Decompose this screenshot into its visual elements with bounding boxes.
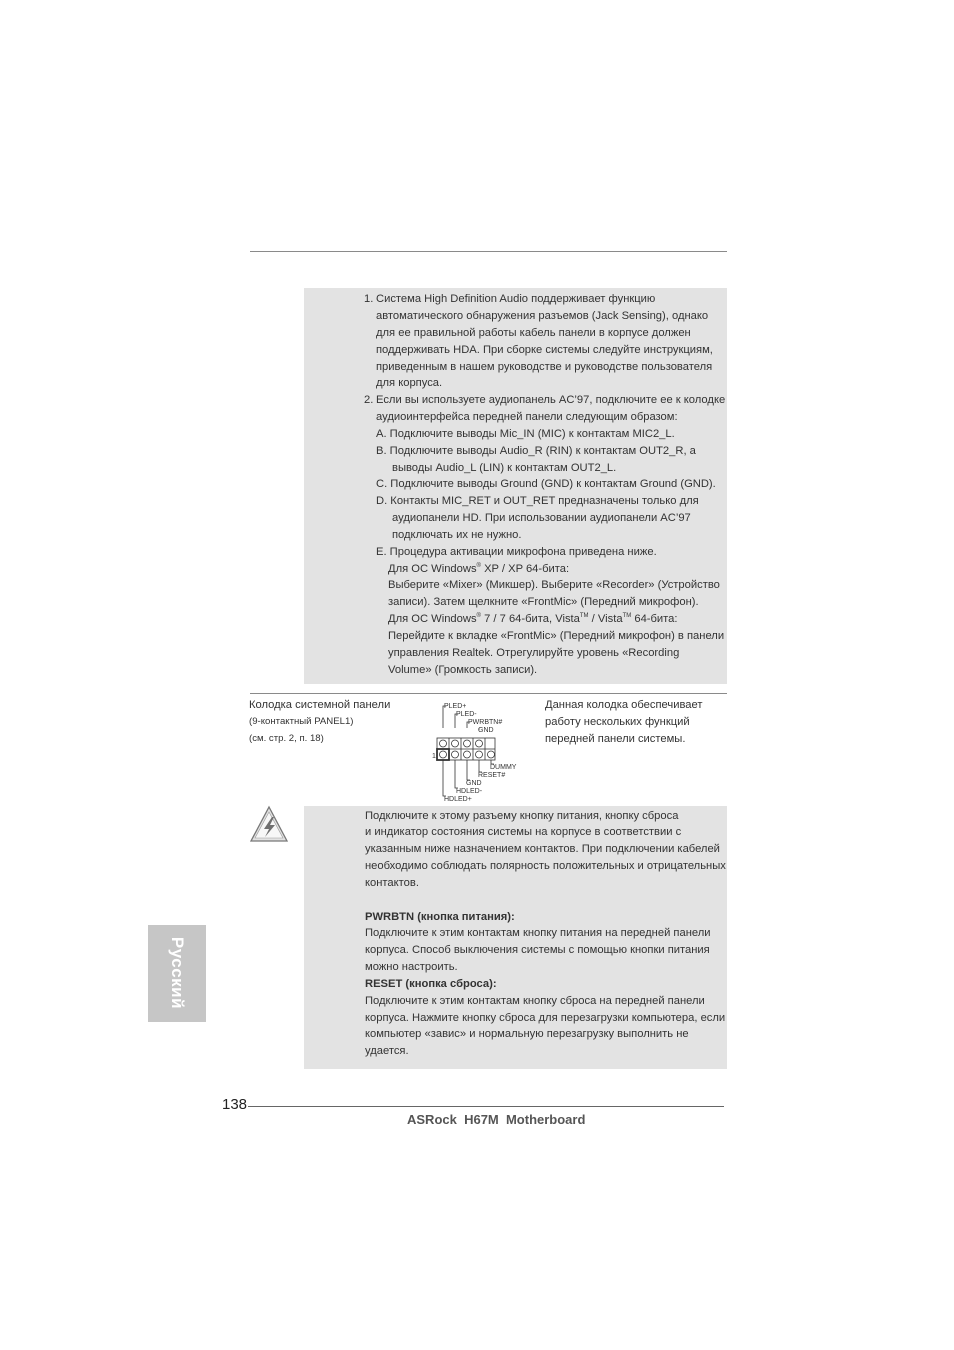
- note-2-sub-b: B. Подключите выводы Audio_R (RIN) к контактам OUT2_R, а: [376, 445, 696, 457]
- pin-label-reset: RESET#: [478, 772, 506, 779]
- reset-line: компьютер «завис» и нормальную перезагрузку выполнить не: [365, 1028, 689, 1040]
- panel-header-subtitle: (9-контактный PANEL1): [249, 716, 354, 727]
- pin-label-gnd-top: GND: [478, 727, 494, 734]
- pin-label-pwrbtn: PWRBTN#: [468, 719, 503, 726]
- warning-intro-line: указанным ниже назначением контактов. При подключении кабелей: [365, 843, 720, 855]
- note-1-line: для корпуса.: [376, 377, 443, 389]
- warning-icon: [249, 804, 289, 844]
- reset-line: Подключите к этим контактам кнопку сброса на передней панели: [365, 995, 705, 1007]
- windows-7-line: Перейдите к вкладке «FrontMic» (Передний микрофон) в панели: [388, 630, 725, 642]
- panel-header-description: работу нескольких функций: [545, 716, 690, 728]
- pwrbtn-line: Подключите к этим контактам кнопку питания на передней панели: [365, 927, 711, 939]
- note-2-sub-d: подключать их не нужно.: [392, 529, 522, 541]
- windows-7-line: управления Realtek. Отрегулируйте уровень «Recording: [388, 647, 680, 659]
- note-2-sub-a: A. Подключите выводы Mic_IN (MIC) к контактам MIC2_L.: [376, 428, 675, 440]
- reset-line: корпуса. Нажмите кнопку сброса для перезагрузки компьютера, если: [365, 1012, 726, 1024]
- pin-1-marker: 1: [432, 753, 436, 760]
- note-2-line: аудиоинтерфейса передней панели следующим образом:: [376, 411, 678, 423]
- note-2-sub-b: выводы Audio_L (LIN) к контактам OUT2_L.: [392, 462, 617, 474]
- note-1-number: 1.: [364, 293, 374, 305]
- windows-7-heading: Для ОС Windows® 7 / 7 64-бита, Vista™ / Vista™ 64-бита:: [388, 613, 678, 625]
- note-2-number: 2.: [364, 394, 374, 406]
- note-2-sub-e: E. Процедура активации микрофона приведена ниже.: [376, 546, 657, 558]
- note-1-line: для ее правильной работы кабель панели в корпусе должен: [376, 327, 691, 339]
- note-1-line: Система High Definition Audio поддерживает функцию: [376, 293, 656, 305]
- warning-intro-line: контактов.: [365, 877, 419, 889]
- pin-label-pled-plus: PLED+: [444, 703, 467, 710]
- windows-xp-line: записи). Затем щелкните «FrontMic» (Передний микрофон).: [388, 596, 699, 608]
- panel-header-description: Данная колодка обеспечивает: [545, 699, 703, 711]
- windows-xp-heading: Для ОС Windows® XP / XP 64-бита:: [388, 563, 570, 575]
- panel-header-ref: (см. стр. 2, п. 18): [249, 733, 324, 744]
- panel-header-description: передней панели системы.: [545, 733, 686, 745]
- pwrbtn-heading: PWRBTN (кнопка питания):: [365, 911, 515, 923]
- reset-line: удается.: [365, 1045, 409, 1057]
- panel-header-title: Колодка системной панели: [249, 699, 391, 711]
- pin-label-hdled-plus: HDLED+: [444, 796, 472, 802]
- warning-intro-line: Подключите к этому разъему кнопку питания, кнопку сброса: [365, 810, 679, 822]
- language-tab-label: Русский: [168, 936, 187, 1010]
- pwrbtn-line: корпуса. Способ выключения системы с помощью кнопки питания: [365, 944, 710, 956]
- pin-label-hdled-minus: HDLED-: [456, 788, 483, 795]
- footer-rule: [248, 1106, 724, 1107]
- language-tab: [148, 925, 206, 1022]
- note-2-sub-d: аудиопанели HD. При использовании аудиопанели AC’97: [392, 512, 691, 524]
- pin-label-pled-minus: PLED-: [456, 711, 477, 718]
- note-2-sub-c: C. Подключите выводы Ground (GND) к контактам Ground (GND).: [376, 478, 716, 490]
- page-number: 138: [222, 1096, 248, 1113]
- section-rule: [250, 693, 727, 694]
- note-1-line: поддерживать HDA. При сборке системы следуйте инструкциям,: [376, 344, 713, 356]
- windows-7-line: Volume» (Громкость записи).: [388, 664, 538, 676]
- note-2-line: Если вы используете аудиопанель AC’97, подключите ее к колодке: [376, 394, 726, 406]
- pin-label-gnd-bottom: GND: [466, 780, 482, 787]
- reset-heading: RESET (кнопка сброса):: [365, 978, 497, 990]
- windows-xp-line: Выберите «Mixer» (Микшер). Выберите «Recorder» (Устройство: [388, 579, 720, 591]
- footer-product-name: ASRock H67M Motherboard: [407, 1112, 586, 1127]
- warning-intro-line: необходимо соблюдать полярность положительных и отрицательных: [365, 860, 726, 872]
- panel1-header-diagram: [430, 698, 530, 802]
- header-rule: [250, 251, 727, 252]
- warning-intro-line: и индикатор состояния системы на корпусе в соответствии с: [365, 826, 682, 838]
- note-1-line: автоматического обнаружения разъемов (Jack Sensing), однако: [376, 310, 709, 322]
- note-1-line: приведенным в нашем руководстве и руководстве пользователя: [376, 361, 713, 373]
- note-2-sub-d: D. Контакты MIC_RET и OUT_RET предназначены только для: [376, 495, 699, 507]
- pin-label-dummy: DUMMY: [490, 764, 517, 771]
- pwrbtn-line: можно настроить.: [365, 961, 458, 973]
